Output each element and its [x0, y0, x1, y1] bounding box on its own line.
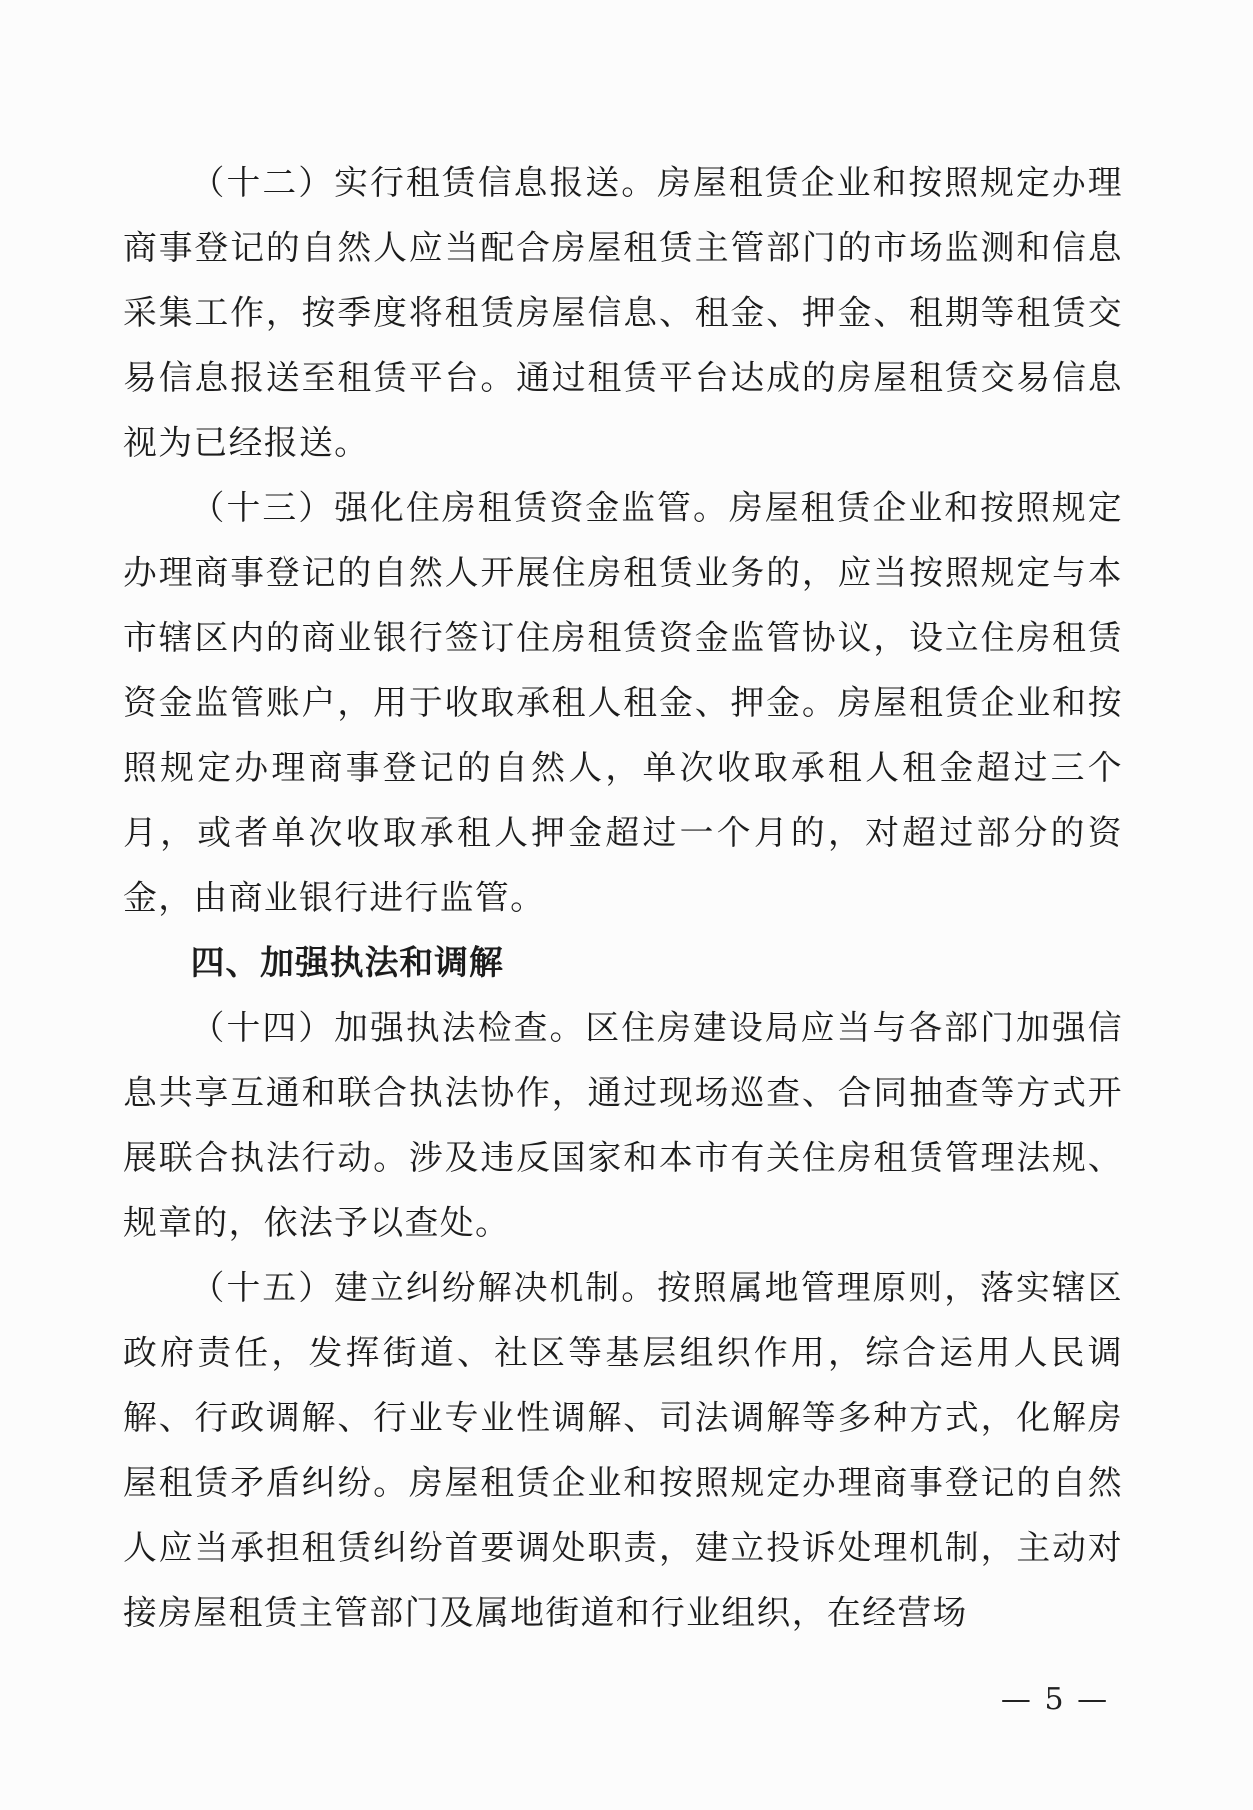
paragraph-14-enforcement-inspection: （十四）加强执法检查。区住房建设局应当与各部门加强信息共享互通和联合执法协作，通过现场巡查、合同抽查等方式开展联合执法行动。涉及违反国家和本市有关住房租赁管理法规、规章的，依法予以查处。 [123, 1008, 1123, 1242]
paragraph-13-rental-fund-supervision: （十三）强化住房租赁资金监管。房屋租赁企业和按照规定办理商事登记的自然人开展住房租赁业务的，应当按照规定与本市辖区内的商业银行签订住房租赁资金监管协议，设立住房租赁资金监管账户，用于收取承租人租金、押金。房屋租赁企业和按照规定办理商事登记的自然人，单次收取承租人租金超过三个月，或者单次收取承租人押金超过一个月的，对超过部分的资金，由商业银行进行监管。 [123, 488, 1123, 917]
document-body [123, 150, 1123, 1645]
section-heading-enforcement-mediation: 四、加强执法和调解 [190, 943, 504, 982]
paragraph-15-dispute-resolution: （十五）建立纠纷解决机制。按照属地管理原则，落实辖区政府责任，发挥街道、社区等基层组织作用，综合运用人民调解、行政调解、行业专业性调解、司法调解等多种方式，化解房屋租赁矛盾纠纷。房屋租赁企业和按照规定办理商事登记的自然人应当承担租赁纠纷首要调处职责，建立投诉处理机制，主动对接房屋租赁主管部门及属地街道和行业组织，在经营场 [123, 1268, 1123, 1632]
paragraph-12-rental-info-reporting: （十二）实行租赁信息报送。房屋租赁企业和按照规定办理商事登记的自然人应当配合房屋租赁主管部门的市场监测和信息采集工作，按季度将租赁房屋信息、租金、押金、租期等租赁交易信息报送至租赁平台。通过租赁平台达成的房屋租赁交易信息视为已经报送。 [123, 163, 1123, 462]
page-number: — 5 — [1000, 1682, 1110, 1717]
